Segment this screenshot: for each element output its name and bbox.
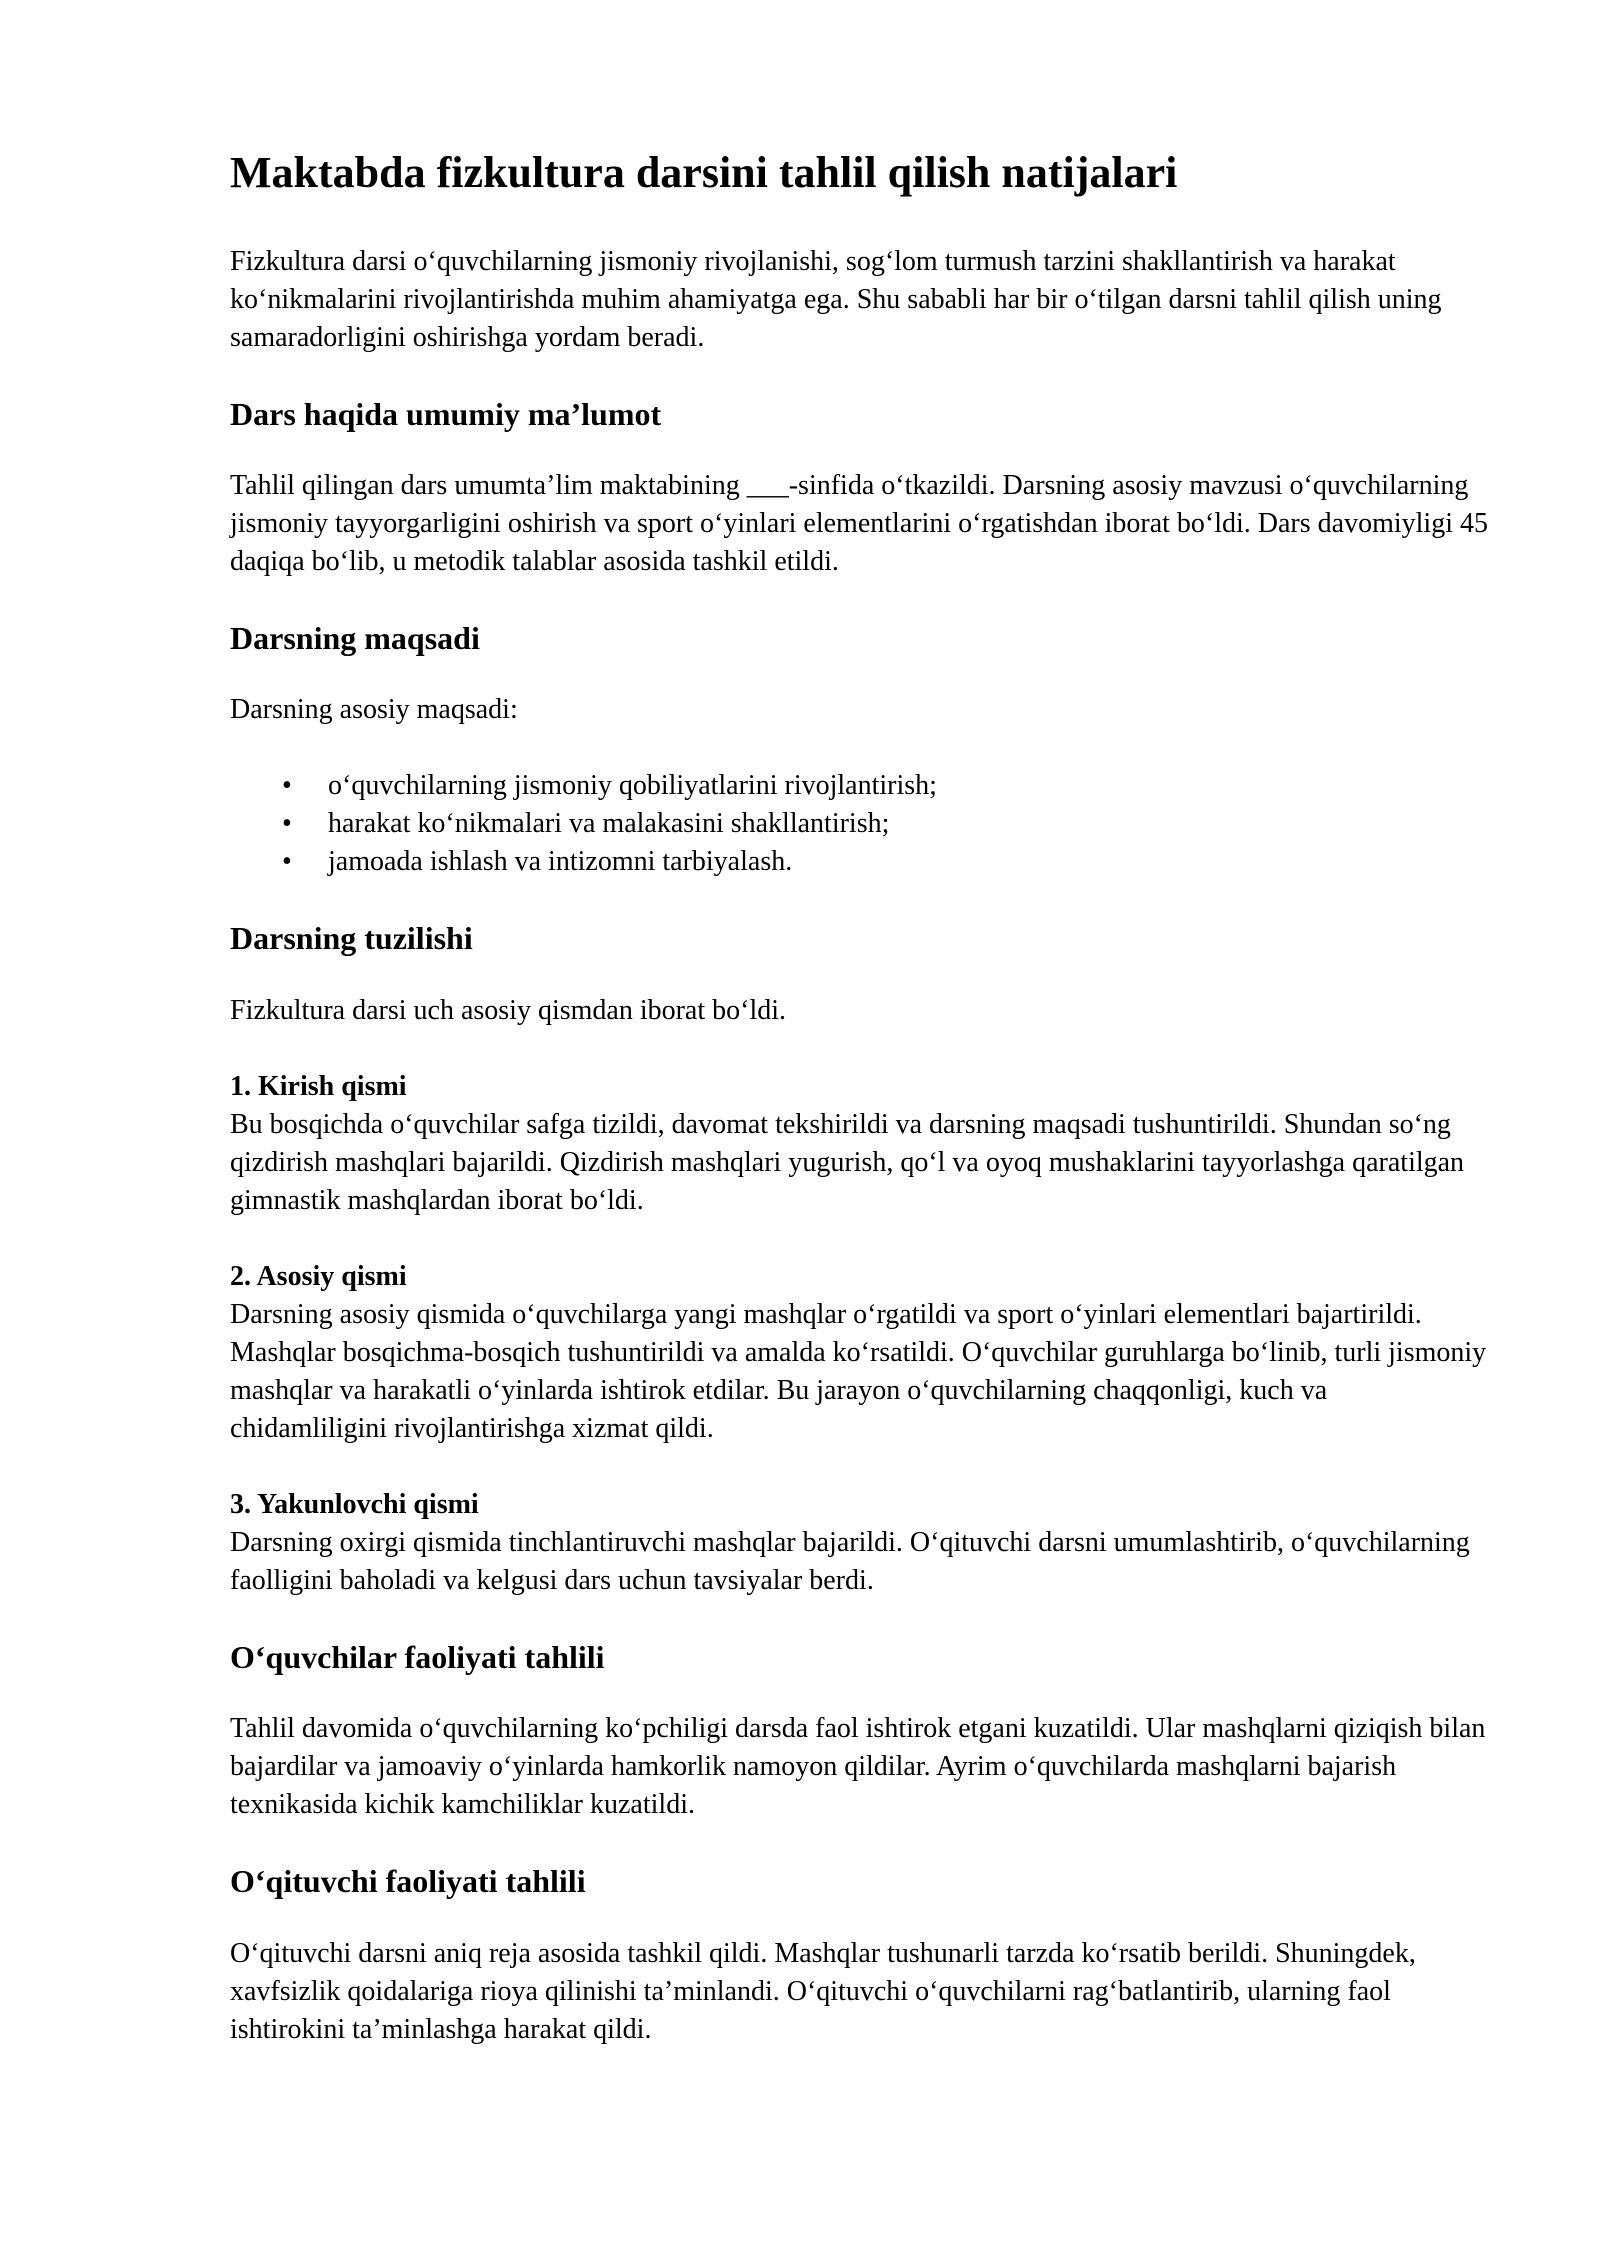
section-text-structure: Fizkultura darsi uch asosiy qismdan iborat bo‘ldi. <box>230 994 787 1026</box>
section-heading-teacher: O‘qituvchi faoliyati tahlili <box>230 1863 586 1900</box>
part-text: Darsning asosiy qismida o‘quvchilarga yangi mashqlar o‘rgatildi va sport o‘yinlari elementlari bajartirildi. Mashqlar bosqichma-bosqich tushuntirildi va amalda ko‘rsatildi. O‘quvchilar guruhlarga bo‘linib, turli jismoniy mashqlar va harakatli o‘yinlarda ishtirok etdilar. Bu jarayon o‘quvchilarning chaqqonligi, kuch va chidamliligini rivojlantirishga xizmat qildi. <box>230 1298 1487 1444</box>
goal-list <box>230 767 1490 881</box>
intro-paragraph: Fizkultura darsi o‘quvchilarning jismoniy rivojlanishi, sog‘lom turmush tarzini shakllantirish va harakat ko‘nikmalarini rivojlantirishda muhim ahamiyatga ega. Shu sababli har bir o‘tilgan darsni tahlil qilish uning samaradorligini oshirishga yordam beradi. <box>230 245 1442 353</box>
list-item-text: jamoada ishlash va intizomni tarbiyalash. <box>328 846 793 878</box>
part-title: 1. Kirish qismi <box>230 1070 407 1102</box>
section-heading-goal: Darsning maqsadi <box>230 619 480 656</box>
list-item <box>230 843 1490 881</box>
bullet-icon: • <box>282 846 292 878</box>
section-text-goal: Darsning asosiy maqsadi: <box>230 694 518 726</box>
list-item-text: harakat ko‘nikmalari va malakasini shakllantirish; <box>328 808 890 840</box>
list-item <box>230 805 1490 843</box>
bullet-icon: • <box>282 770 292 802</box>
section-heading-students: O‘quvchilar faoliyati tahlili <box>230 1638 605 1675</box>
structure-part-intro <box>230 1068 1490 1220</box>
section-text-general: Tahlil qilingan dars umumta’lim maktabining ___-sinfida o‘tkazildi. Darsning asosiy mavzusi o‘quvchilarning jismoniy tayyorgarligini oshirish va sport o‘yinlari elementlarini o‘rgatishdan iborat bo‘ldi. Dars davomiyligi 45 daqiqa bo‘lib, u metodik talablar asosida tashkil etildi. <box>230 469 1488 577</box>
list-item <box>230 767 1490 805</box>
section-text-teacher: O‘qituvchi darsni aniq reja asosida tashkil qildi. Mashqlar tushunarli tarzda ko‘rsatib berildi. Shuningdek, xavfsizlik qoidalariga rioya qilinishi ta’minlandi. O‘qituvchi o‘quvchilarni rag‘batlantirib, ularning faol ishtirokini ta’minlashga harakat qildi. <box>230 1937 1416 2045</box>
section-heading-structure: Darsning tuzilishi <box>230 920 473 957</box>
bullet-icon: • <box>282 808 292 840</box>
part-title: 2. Asosiy qismi <box>230 1260 407 1292</box>
list-item-text: o‘quvchilarning jismoniy qobiliyatlarini rivojlantirish; <box>328 770 937 802</box>
section-text-students: Tahlil davomida o‘quvchilarning ko‘pchiligi darsda faol ishtirok etgani kuzatildi. Ular mashqlarni qiziqish bilan bajardilar va jamoaviy o‘yinlarda hamkorlik namoyon qildilar. Ayrim o‘quvchilarda mashqlarni bajarish texnikasida kichik kamchiliklar kuzatildi. <box>230 1713 1486 1821</box>
part-text: Bu bosqichda o‘quvchilar safga tizildi, davomat tekshirildi va darsning maqsadi tushuntirildi. Shundan so‘ng qizdirish mashqlari bajarildi. Qizdirish mashqlari yugurish, qo‘l va oyoq mushaklarini tayyorlashga qaratilgan gimnastik mashqlardan iborat bo‘ldi. <box>230 1108 1465 1216</box>
section-heading-general: Dars haqida umumiy ma’lumot <box>230 395 662 432</box>
part-text: Darsning oxirgi qismida tinchlantiruvchi mashqlar bajarildi. O‘qituvchi darsni umumlashtirib, o‘quvchilarning faolligini baholadi va kelgusi dars uchun tavsiyalar berdi. <box>230 1526 1470 1596</box>
document-title: Maktabda fizkultura darsini tahlil qilish natijalari <box>230 148 1178 197</box>
structure-part-main <box>230 1258 1490 1448</box>
part-title: 3. Yakunlovchi qismi <box>230 1488 479 1520</box>
structure-part-final <box>230 1486 1490 1600</box>
document-page <box>230 148 1490 2087</box>
